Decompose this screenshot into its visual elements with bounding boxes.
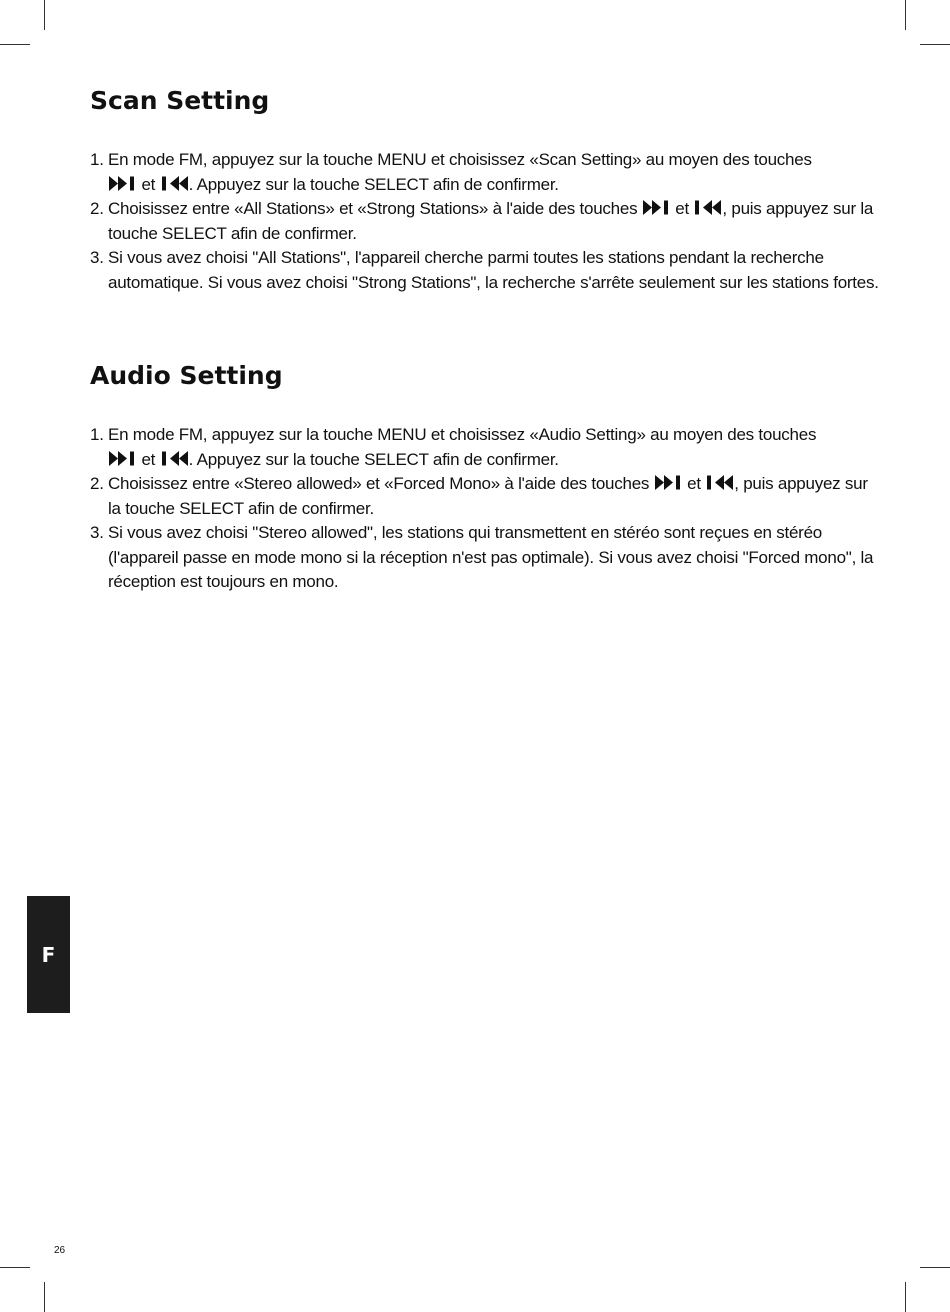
skip-forward-icon xyxy=(108,450,137,467)
step-text: et xyxy=(137,174,160,194)
page-content xyxy=(90,84,880,595)
step-text: Choisissez entre «Stereo allowed» et «Forced Mono» à l'aide des touches xyxy=(108,474,654,493)
section-title: Audio Setting xyxy=(90,361,283,390)
crop-mark-bottom-right-horizontal xyxy=(920,1267,950,1268)
language-tab-label: F xyxy=(41,942,56,967)
skip-back-icon xyxy=(160,450,189,467)
step-text: et xyxy=(670,199,694,218)
step-number: 1. xyxy=(90,425,104,444)
skip-back-icon xyxy=(693,199,722,216)
section-audio-setting xyxy=(90,359,880,595)
step-text: et xyxy=(682,474,706,493)
crop-mark-top-right-horizontal xyxy=(920,44,950,45)
step-text: , puis appuyez sur la touche SELECT afin de confirmer. xyxy=(108,474,868,518)
skip-forward-icon xyxy=(642,199,671,216)
step-item xyxy=(90,246,880,295)
step-text: En mode FM, appuyez sur la touche MENU et choisissez «Scan Setting» au moyen des touches xyxy=(108,150,812,169)
step-text: , puis appuyez sur la touche SELECT afin de confirmer. xyxy=(108,199,874,243)
step-text: et xyxy=(137,449,160,469)
skip-back-icon xyxy=(160,175,189,192)
step-item xyxy=(90,423,880,472)
crop-mark-top-left-vertical xyxy=(44,0,45,30)
step-number: 3. xyxy=(90,523,104,542)
crop-mark-bottom-left-horizontal xyxy=(0,1267,30,1268)
steps-list xyxy=(90,148,880,295)
step-text: Si vous avez choisi "All Stations", l'appareil cherche parmi toutes les stations pendant la recherche automatique. Si vous avez choisi "Strong Stations", la recherche s'arrête seulement sur les stations fortes. xyxy=(108,248,879,292)
step-text: En mode FM, appuyez sur la touche MENU et choisissez «Audio Setting» au moyen des touches xyxy=(108,425,817,444)
step-number: 2. xyxy=(90,199,104,218)
crop-mark-top-right-vertical xyxy=(905,0,906,30)
step-number: 3. xyxy=(90,248,104,267)
step-text: . Appuyez sur la touche SELECT afin de confirmer. xyxy=(188,174,559,194)
step-text: Choisissez entre «All Stations» et «Strong Stations» à l'aide des touches xyxy=(108,199,642,218)
step-number: 2. xyxy=(90,474,104,493)
crop-mark-bottom-right-vertical xyxy=(905,1282,906,1312)
step-item xyxy=(90,148,880,197)
language-tab xyxy=(27,896,70,1013)
skip-forward-icon xyxy=(654,474,683,491)
step-item xyxy=(90,521,880,595)
crop-mark-top-left-horizontal xyxy=(0,44,30,45)
steps-list xyxy=(90,423,880,595)
step-item xyxy=(90,197,880,246)
step-text: . Appuyez sur la touche SELECT afin de confirmer. xyxy=(188,449,559,469)
page-number: 26 xyxy=(54,1245,66,1256)
step-number: 1. xyxy=(90,150,104,169)
crop-mark-bottom-left-vertical xyxy=(44,1282,45,1312)
step-item xyxy=(90,472,880,521)
skip-forward-icon xyxy=(108,175,137,192)
skip-back-icon xyxy=(705,474,734,491)
step-text: Si vous avez choisi "Stereo allowed", les stations qui transmettent en stéréo sont reçues en stéréo (l'appareil passe en mode mono si la réception n'est pas optimale). Si vous avez choisi "Forced mono", la réception est toujours en mono. xyxy=(108,523,874,591)
section-title: Scan Setting xyxy=(90,86,270,115)
section-scan-setting xyxy=(90,84,880,295)
